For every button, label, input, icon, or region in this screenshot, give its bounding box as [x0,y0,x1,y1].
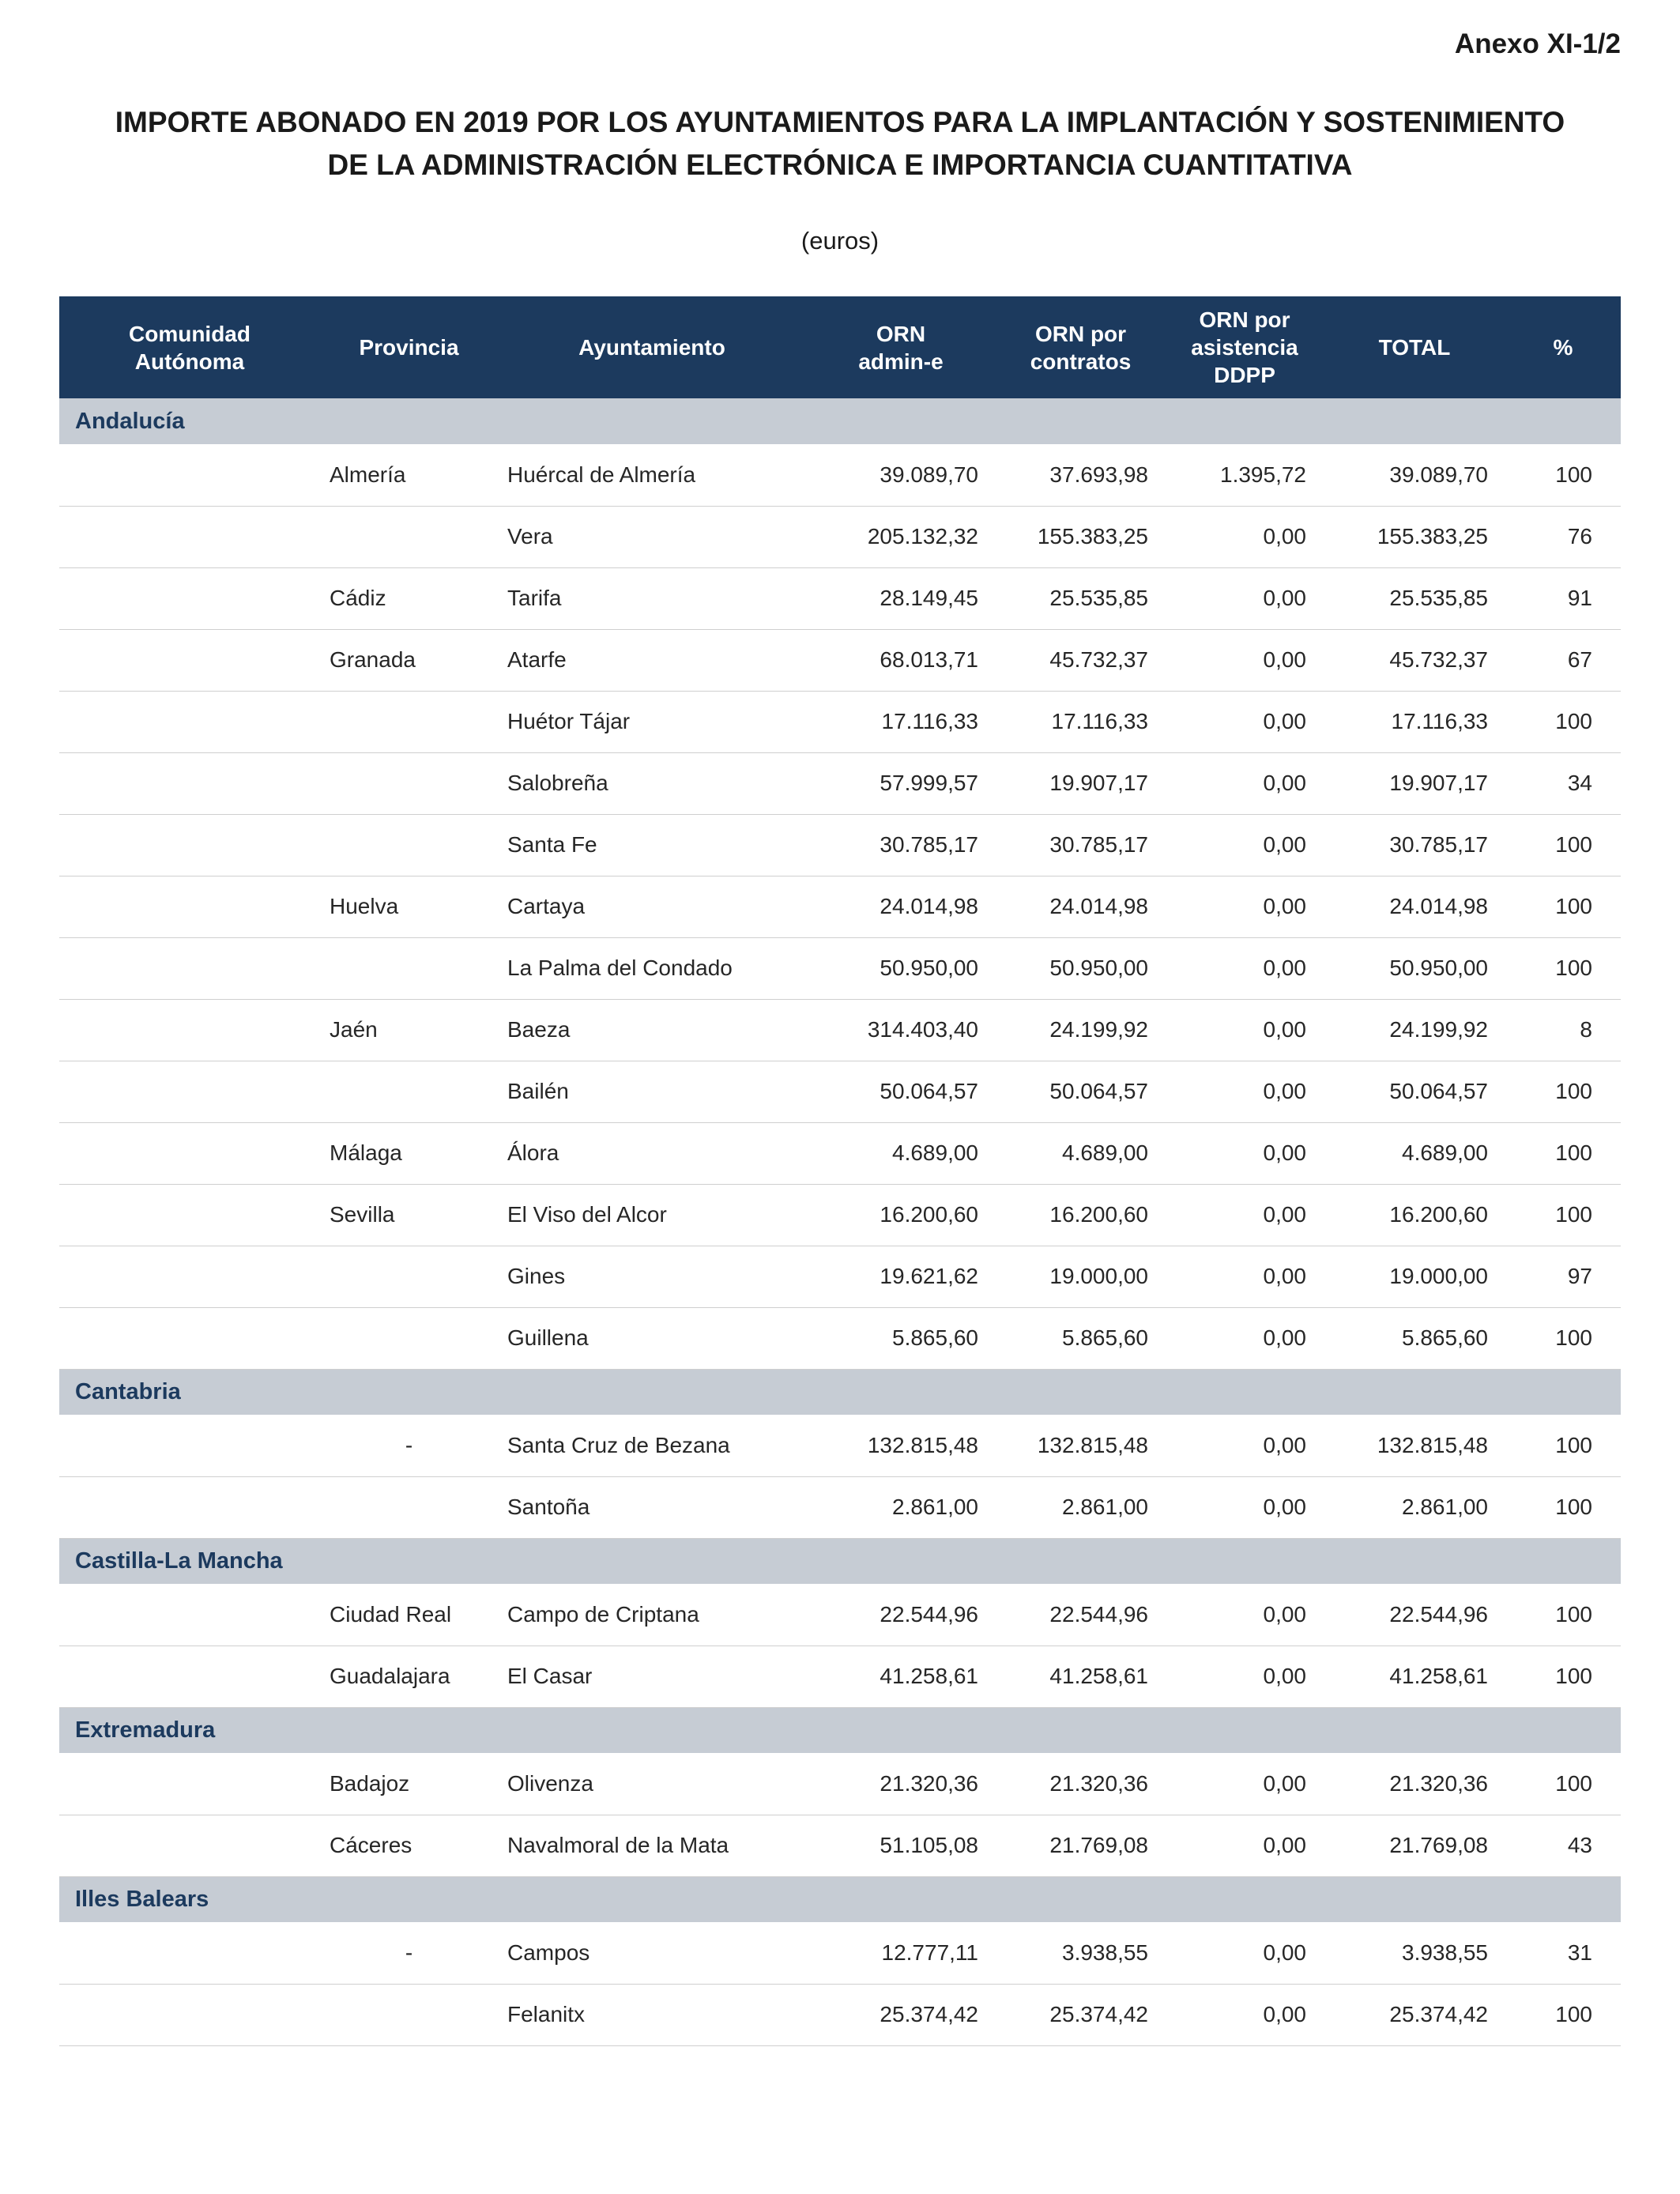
cell-orn-admin-e: 57.999,57 [806,752,996,814]
cell-orn-asistencia-ddpp: 0,00 [1166,1307,1324,1369]
cell-pct: 100 [1505,1646,1621,1707]
cell-orn-asistencia-ddpp: 0,00 [1166,1415,1324,1476]
cell-orn-asistencia-ddpp: 0,00 [1166,1984,1324,2045]
section-label: Castilla-La Mancha [59,1538,1621,1584]
cell-orn-asistencia-ddpp: 0,00 [1166,814,1324,876]
table-row [59,1307,1621,1369]
column-header: Provincia [320,296,498,398]
cell-provincia [320,1307,498,1369]
cell-total: 30.785,17 [1324,814,1505,876]
page-title: IMPORTE ABONADO EN 2019 POR LOS AYUNTAMIENTOS PARA LA IMPLANTACIÓN Y SOSTENIMIENTO DE LA ADMINISTRACIÓN ELECTRÓNICA E IMPORTANCIA CUANTITATIVA [115,106,1565,181]
cell-orn-admin-e: 132.815,48 [806,1415,996,1476]
cell-ayuntamiento: Felanitx [498,1984,806,2045]
cell-comunidad [59,567,320,629]
cell-comunidad [59,937,320,999]
cell-total: 132.815,48 [1324,1415,1505,1476]
column-header: Comunidad Autónoma [59,296,320,398]
cell-comunidad [59,691,320,752]
cell-ayuntamiento: Huétor Tájar [498,691,806,752]
table-row [59,1922,1621,1984]
cell-total: 21.320,36 [1324,1753,1505,1815]
cell-orn-admin-e: 39.089,70 [806,444,996,506]
cell-orn-admin-e: 205.132,32 [806,506,996,567]
cell-pct: 91 [1505,567,1621,629]
cell-total: 39.089,70 [1324,444,1505,506]
cell-orn-contratos: 30.785,17 [996,814,1166,876]
table-row [59,814,1621,876]
cell-orn-asistencia-ddpp: 0,00 [1166,1184,1324,1246]
cell-comunidad [59,876,320,937]
cell-orn-admin-e: 51.105,08 [806,1815,996,1876]
table-row [59,876,1621,937]
cell-orn-asistencia-ddpp: 1.395,72 [1166,444,1324,506]
cell-orn-asistencia-ddpp: 0,00 [1166,1584,1324,1646]
cell-total: 50.064,57 [1324,1061,1505,1122]
cell-ayuntamiento: Bailén [498,1061,806,1122]
cell-pct: 100 [1505,1122,1621,1184]
cell-orn-contratos: 21.769,08 [996,1815,1166,1876]
cell-comunidad [59,1307,320,1369]
cell-orn-asistencia-ddpp: 0,00 [1166,1815,1324,1876]
cell-orn-contratos: 24.199,92 [996,999,1166,1061]
cell-provincia [320,1476,498,1538]
cell-total: 16.200,60 [1324,1184,1505,1246]
page-subtitle: (euros) [800,227,880,255]
cell-provincia [320,937,498,999]
cell-pct: 76 [1505,506,1621,567]
cell-orn-contratos: 25.374,42 [996,1984,1166,2045]
cell-pct: 100 [1505,444,1621,506]
cell-provincia: - [320,1415,498,1476]
cell-ayuntamiento: Campos [498,1922,806,1984]
cell-pct: 100 [1505,876,1621,937]
cell-provincia [320,1984,498,2045]
section-row [59,1538,1621,1584]
cell-provincia: Cáceres [320,1815,498,1876]
cell-total: 24.014,98 [1324,876,1505,937]
cell-pct: 100 [1505,1184,1621,1246]
cell-pct: 100 [1505,1584,1621,1646]
cell-total: 4.689,00 [1324,1122,1505,1184]
table-row [59,1122,1621,1184]
cell-provincia: - [320,1922,498,1984]
cell-provincia [320,1061,498,1122]
cell-comunidad [59,999,320,1061]
cell-ayuntamiento: Olivenza [498,1753,806,1815]
cell-comunidad [59,1984,320,2045]
table-row [59,691,1621,752]
cell-total: 25.374,42 [1324,1984,1505,2045]
cell-orn-contratos: 17.116,33 [996,691,1166,752]
cell-comunidad [59,752,320,814]
cell-comunidad [59,1246,320,1307]
cell-orn-admin-e: 22.544,96 [806,1584,996,1646]
cell-provincia [320,691,498,752]
cell-orn-admin-e: 30.785,17 [806,814,996,876]
header-row [59,296,1621,398]
column-header: TOTAL [1324,296,1505,398]
cell-orn-admin-e: 314.403,40 [806,999,996,1061]
table-row [59,1061,1621,1122]
column-header: ORN por asistencia DDPP [1166,296,1324,398]
cell-ayuntamiento: El Viso del Alcor [498,1184,806,1246]
cell-pct: 100 [1505,1476,1621,1538]
cell-orn-asistencia-ddpp: 0,00 [1166,1122,1324,1184]
section-label: Cantabria [59,1369,1621,1415]
cell-ayuntamiento: Guillena [498,1307,806,1369]
data-table [59,296,1621,2046]
cell-ayuntamiento: Álora [498,1122,806,1184]
cell-orn-admin-e: 25.374,42 [806,1984,996,2045]
cell-provincia: Sevilla [320,1184,498,1246]
table-row [59,506,1621,567]
cell-pct: 100 [1505,1415,1621,1476]
table-row [59,1753,1621,1815]
cell-orn-admin-e: 2.861,00 [806,1476,996,1538]
cell-orn-contratos: 21.320,36 [996,1753,1166,1815]
section-row [59,1876,1621,1922]
cell-comunidad [59,444,320,506]
section-label: Extremadura [59,1707,1621,1753]
cell-orn-contratos: 41.258,61 [996,1646,1166,1707]
cell-pct: 100 [1505,1984,1621,2045]
cell-total: 19.907,17 [1324,752,1505,814]
cell-total: 50.950,00 [1324,937,1505,999]
cell-pct: 8 [1505,999,1621,1061]
cell-comunidad [59,1815,320,1876]
cell-orn-asistencia-ddpp: 0,00 [1166,1246,1324,1307]
cell-orn-admin-e: 28.149,45 [806,567,996,629]
cell-pct: 100 [1505,1307,1621,1369]
cell-total: 19.000,00 [1324,1246,1505,1307]
cell-orn-admin-e: 17.116,33 [806,691,996,752]
cell-orn-contratos: 37.693,98 [996,444,1166,506]
table-row [59,1815,1621,1876]
cell-orn-admin-e: 50.064,57 [806,1061,996,1122]
cell-provincia: Huelva [320,876,498,937]
cell-orn-asistencia-ddpp: 0,00 [1166,567,1324,629]
cell-total: 45.732,37 [1324,629,1505,691]
table-row [59,1646,1621,1707]
cell-orn-admin-e: 4.689,00 [806,1122,996,1184]
cell-orn-asistencia-ddpp: 0,00 [1166,876,1324,937]
cell-total: 3.938,55 [1324,1922,1505,1984]
table-head [59,296,1621,398]
cell-pct: 67 [1505,629,1621,691]
cell-ayuntamiento: Salobreña [498,752,806,814]
cell-orn-contratos: 132.815,48 [996,1415,1166,1476]
cell-orn-asistencia-ddpp: 0,00 [1166,1476,1324,1538]
cell-orn-admin-e: 12.777,11 [806,1922,996,1984]
cell-orn-contratos: 50.950,00 [996,937,1166,999]
cell-orn-admin-e: 68.013,71 [806,629,996,691]
cell-comunidad [59,1476,320,1538]
cell-comunidad [59,506,320,567]
cell-orn-contratos: 19.000,00 [996,1246,1166,1307]
cell-ayuntamiento: Gines [498,1246,806,1307]
cell-ayuntamiento: Cartaya [498,876,806,937]
cell-pct: 100 [1505,937,1621,999]
table-row [59,937,1621,999]
cell-ayuntamiento: Vera [498,506,806,567]
cell-pct: 100 [1505,1061,1621,1122]
cell-pct: 43 [1505,1815,1621,1876]
cell-ayuntamiento: Tarifa [498,567,806,629]
cell-ayuntamiento: Atarfe [498,629,806,691]
cell-pct: 100 [1505,814,1621,876]
column-header: Ayuntamiento [498,296,806,398]
cell-orn-admin-e: 50.950,00 [806,937,996,999]
cell-provincia: Badajoz [320,1753,498,1815]
cell-pct: 100 [1505,1753,1621,1815]
table-row [59,1984,1621,2045]
table-row [59,752,1621,814]
cell-orn-contratos: 22.544,96 [996,1584,1166,1646]
cell-total: 25.535,85 [1324,567,1505,629]
cell-orn-asistencia-ddpp: 0,00 [1166,752,1324,814]
cell-comunidad [59,629,320,691]
section-row [59,1369,1621,1415]
cell-orn-asistencia-ddpp: 0,00 [1166,937,1324,999]
cell-total: 5.865,60 [1324,1307,1505,1369]
table-row [59,1184,1621,1246]
cell-orn-asistencia-ddpp: 0,00 [1166,1922,1324,1984]
cell-comunidad [59,1122,320,1184]
cell-orn-asistencia-ddpp: 0,00 [1166,999,1324,1061]
cell-total: 2.861,00 [1324,1476,1505,1538]
cell-orn-asistencia-ddpp: 0,00 [1166,1753,1324,1815]
table-row [59,567,1621,629]
cell-comunidad [59,1753,320,1815]
cell-orn-admin-e: 24.014,98 [806,876,996,937]
cell-comunidad [59,1061,320,1122]
cell-orn-asistencia-ddpp: 0,00 [1166,1061,1324,1122]
cell-total: 24.199,92 [1324,999,1505,1061]
cell-orn-asistencia-ddpp: 0,00 [1166,1646,1324,1707]
cell-orn-admin-e: 21.320,36 [806,1753,996,1815]
table-row [59,1584,1621,1646]
table-body [59,398,1621,2045]
section-row [59,398,1621,444]
cell-orn-contratos: 24.014,98 [996,876,1166,937]
table-row [59,444,1621,506]
cell-comunidad [59,1184,320,1246]
cell-ayuntamiento: Santoña [498,1476,806,1538]
cell-pct: 100 [1505,691,1621,752]
cell-provincia: Granada [320,629,498,691]
cell-total: 155.383,25 [1324,506,1505,567]
column-header: ORN admin-e [806,296,996,398]
cell-orn-contratos: 25.535,85 [996,567,1166,629]
cell-ayuntamiento: Baeza [498,999,806,1061]
cell-ayuntamiento: Santa Fe [498,814,806,876]
cell-total: 22.544,96 [1324,1584,1505,1646]
cell-orn-contratos: 3.938,55 [996,1922,1166,1984]
cell-ayuntamiento: Navalmoral de la Mata [498,1815,806,1876]
cell-orn-admin-e: 41.258,61 [806,1646,996,1707]
table-row [59,1415,1621,1476]
cell-ayuntamiento: El Casar [498,1646,806,1707]
cell-provincia: Guadalajara [320,1646,498,1707]
cell-comunidad [59,1584,320,1646]
cell-orn-admin-e: 19.621,62 [806,1246,996,1307]
cell-comunidad [59,1415,320,1476]
cell-total: 17.116,33 [1324,691,1505,752]
cell-orn-contratos: 19.907,17 [996,752,1166,814]
cell-pct: 97 [1505,1246,1621,1307]
cell-orn-asistencia-ddpp: 0,00 [1166,506,1324,567]
table-row [59,1246,1621,1307]
cell-orn-contratos: 45.732,37 [996,629,1166,691]
cell-pct: 34 [1505,752,1621,814]
cell-provincia [320,814,498,876]
section-row [59,1707,1621,1753]
cell-orn-contratos: 2.861,00 [996,1476,1166,1538]
cell-orn-contratos: 16.200,60 [996,1184,1166,1246]
cell-ayuntamiento: Campo de Criptana [498,1584,806,1646]
column-header: ORN por contratos [996,296,1166,398]
cell-provincia: Cádiz [320,567,498,629]
cell-total: 21.769,08 [1324,1815,1505,1876]
column-header: % [1505,296,1621,398]
cell-comunidad [59,1646,320,1707]
cell-comunidad [59,814,320,876]
table-row [59,1476,1621,1538]
cell-ayuntamiento: Huércal de Almería [498,444,806,506]
cell-provincia: Ciudad Real [320,1584,498,1646]
cell-orn-admin-e: 16.200,60 [806,1184,996,1246]
table-row [59,629,1621,691]
cell-comunidad [59,1922,320,1984]
cell-total: 41.258,61 [1324,1646,1505,1707]
cell-orn-asistencia-ddpp: 0,00 [1166,629,1324,691]
table-row [59,999,1621,1061]
cell-provincia [320,1246,498,1307]
cell-ayuntamiento: Santa Cruz de Bezana [498,1415,806,1476]
cell-orn-contratos: 4.689,00 [996,1122,1166,1184]
cell-orn-contratos: 155.383,25 [996,506,1166,567]
cell-orn-asistencia-ddpp: 0,00 [1166,691,1324,752]
cell-provincia: Almería [320,444,498,506]
cell-orn-admin-e: 5.865,60 [806,1307,996,1369]
annex-label: Anexo XI-1/2 [1454,28,1621,59]
cell-pct: 31 [1505,1922,1621,1984]
cell-provincia [320,506,498,567]
cell-orn-contratos: 50.064,57 [996,1061,1166,1122]
cell-provincia [320,752,498,814]
cell-ayuntamiento: La Palma del Condado [498,937,806,999]
section-label: Andalucía [59,398,1621,444]
section-label: Illes Balears [59,1876,1621,1922]
cell-provincia: Málaga [320,1122,498,1184]
cell-orn-contratos: 5.865,60 [996,1307,1166,1369]
cell-provincia: Jaén [320,999,498,1061]
